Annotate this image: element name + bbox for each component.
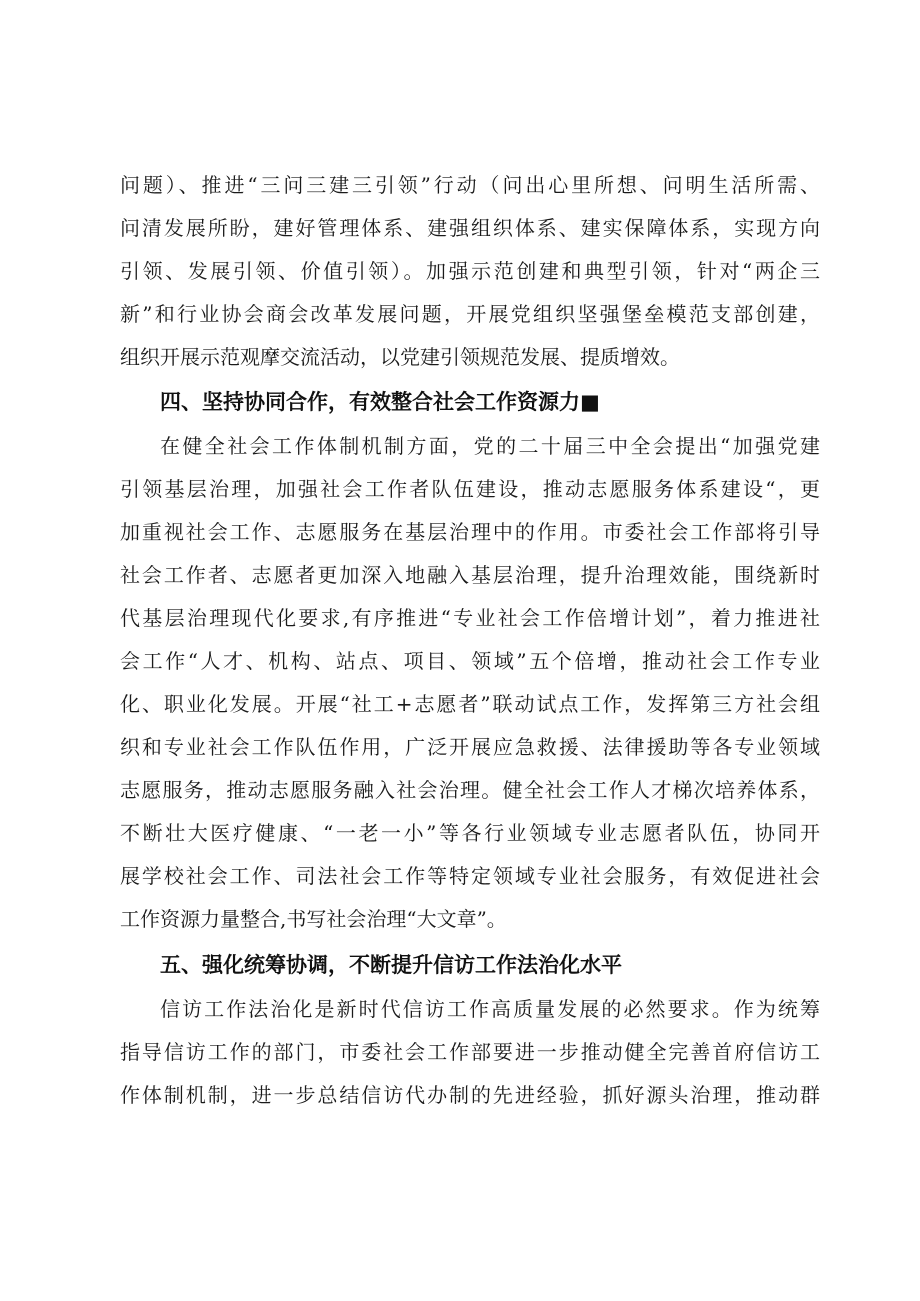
paragraph-line: 化、职业化发展。开展“社工+志愿者”联动试点工作，发挥第三方社会组 [120, 692, 820, 716]
paragraph-line: 会工作“人才、机构、站点、项目、领域”五个倍增，推动社会工作专业 [120, 649, 820, 673]
paragraph-line: 工作资源力量整合,书写社会治理“大文章”。 [120, 907, 507, 931]
paragraph-line: 展学校社会工作、司法社会工作等特定领域专业社会服务，有效促进社会 [120, 864, 820, 888]
paragraph-line: 问清发展所盼，建好管理体系、建强组织体系、建实保障体系，实现方向 [120, 216, 820, 240]
paragraph-line: 社会工作者、志愿者更加深入地融入基层治理，提升治理效能，围绕新时 [120, 563, 820, 587]
paragraph-line: 引领基层治理，加强社会工作者队伍建设，推动志愿服务体系建设“，更 [120, 477, 820, 501]
paragraph-line: 信访工作法治化是新时代信访工作高质量发展的必然要求。作为统筹 [160, 997, 820, 1021]
paragraph-line: 新”和行业协会商会改革发展问题，开展党组织坚强堡垒模范支部创建， [120, 302, 820, 326]
paragraph-line: 志愿服务，推动志愿服务融入社会治理。健全社会工作人才梯次培养体系， [120, 778, 820, 802]
paragraph-line: 作体制机制，进一步总结信访代办制的先进经验，抓好源头治理，推动群 [120, 1083, 820, 1107]
paragraph-line: 加重视社会工作、志愿服务在基层治理中的作用。市委社会工作部将引导 [120, 520, 820, 544]
paragraph-line: 代基层治理现代化要求,有序推进“专业社会工作倍增计划”，着力推进社 [120, 606, 820, 630]
paragraph-line: 在健全社会工作体制机制方面，党的二十届三中全会提出“加强党建 [160, 434, 820, 458]
section-heading-5: 五、强化统筹协调，不断提升信访工作法治化水平 [160, 953, 622, 977]
paragraph-line: 指导信访工作的部门，市委社会工作部要进一步推动健全完善首府信访工 [120, 1040, 820, 1064]
paragraph-line: 组织开展示范观摩交流活动，以党建引领规范发展、提质增效。 [120, 345, 680, 369]
paragraph-line: 问题）、推进“三问三建三引领”行动（问出心里所想、问明生活所需、 [120, 173, 820, 197]
section-heading-4: 四、坚持协同合作，有效整合社会工作资源力■ [160, 390, 600, 414]
paragraph-line: 引领、发展引领、价值引领）。加强示范创建和典型引领，针对“两企三 [120, 259, 820, 283]
paragraph-line: 不断壮大医疗健康、“一老一小”等各行业领域专业志愿者队伍，协同开 [120, 821, 820, 845]
paragraph-line: 织和专业社会工作队伍作用，广泛开展应急救援、法律援助等各专业领域 [120, 735, 820, 759]
